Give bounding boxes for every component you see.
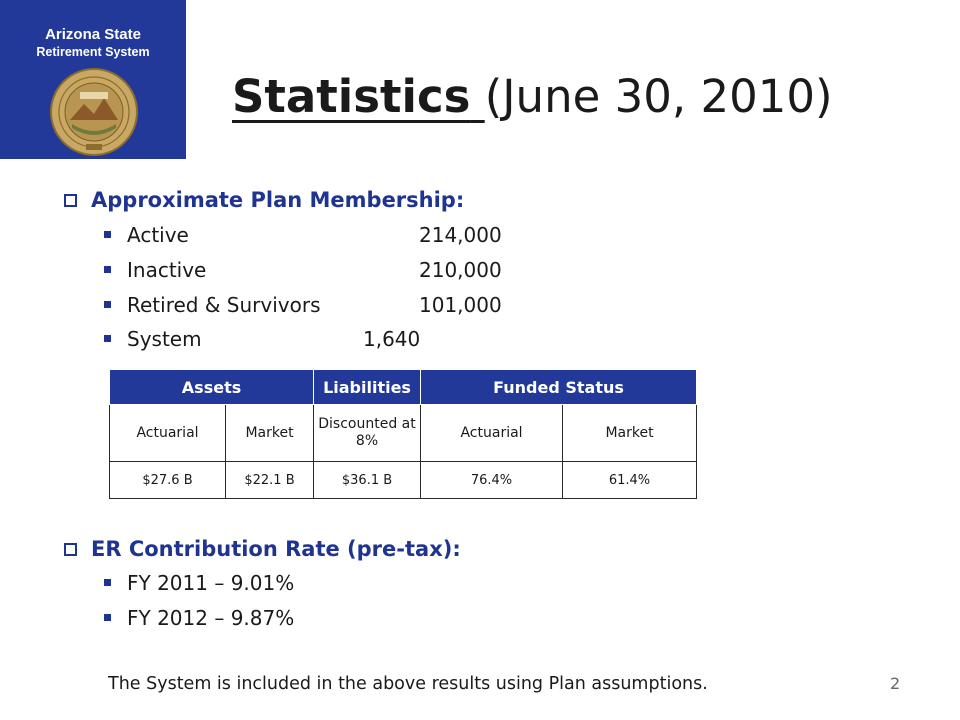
contribution-heading: [64, 536, 461, 562]
funded-status-table: [109, 369, 697, 499]
table-cell: 61.4%: [563, 462, 697, 499]
table-cell: $22.1 B: [226, 462, 314, 499]
membership-value: 210,000: [419, 258, 502, 282]
contribution-item: FY 2012 – 9.87%: [127, 606, 295, 630]
table-row: [110, 405, 697, 462]
square-bullet-icon: [104, 335, 111, 342]
membership-heading: [64, 187, 464, 213]
state-seal-icon: [50, 68, 138, 156]
title-underline-gap: [470, 70, 484, 123]
membership-value: 1,640: [363, 327, 421, 351]
square-bullet-icon: [104, 614, 111, 621]
table-subheader: Market: [563, 405, 697, 462]
table-cell: $36.1 B: [314, 462, 421, 499]
footer-note: The System is included in the above results using Plan assumptions.: [108, 674, 708, 694]
membership-label: Inactive: [127, 258, 207, 282]
table-subheader: Actuarial: [421, 405, 563, 462]
contribution-heading-text: ER Contribution Rate (pre-tax):: [91, 537, 461, 561]
membership-value: 214,000: [419, 223, 502, 247]
square-bullet-icon: [104, 266, 111, 273]
page-title: [232, 62, 833, 132]
table-header-liabilities: Liabilities: [314, 370, 421, 405]
list-item: [104, 222, 502, 248]
logo-panel: [0, 0, 186, 159]
table-header-assets: Assets: [110, 370, 314, 405]
table-header-funded-status: Funded Status: [421, 370, 697, 405]
table-cell: 76.4%: [421, 462, 563, 499]
list-item: [104, 326, 421, 352]
table-cell: $27.6 B: [110, 462, 226, 499]
list-item: [104, 570, 294, 596]
checkbox-bullet-icon: [64, 194, 77, 207]
contribution-item: FY 2011 – 9.01%: [127, 571, 295, 595]
logo-name: Arizona State: [45, 26, 141, 43]
title-main: Statistics: [232, 70, 471, 123]
membership-label: System: [127, 327, 202, 351]
table-subheader: Actuarial: [110, 405, 226, 462]
membership-label: Active: [127, 223, 189, 247]
square-bullet-icon: [104, 231, 111, 238]
table-subheader: Market: [226, 405, 314, 462]
membership-heading-text: Approximate Plan Membership:: [91, 188, 465, 212]
table-header-row: [110, 370, 697, 405]
square-bullet-icon: [104, 301, 111, 308]
membership-value: 101,000: [419, 293, 502, 317]
checkbox-bullet-icon: [64, 543, 77, 556]
square-bullet-icon: [104, 579, 111, 586]
table-row: [110, 462, 697, 499]
table-subheader: Discounted at 8%: [314, 405, 421, 462]
logo-subtitle: Retirement System: [36, 45, 150, 59]
membership-label: Retired & Survivors: [127, 293, 321, 317]
page-number: 2: [890, 674, 901, 693]
list-item: [104, 605, 294, 631]
list-item: [104, 257, 502, 283]
title-date: (June 30, 2010): [484, 70, 833, 123]
list-item: [104, 292, 502, 318]
